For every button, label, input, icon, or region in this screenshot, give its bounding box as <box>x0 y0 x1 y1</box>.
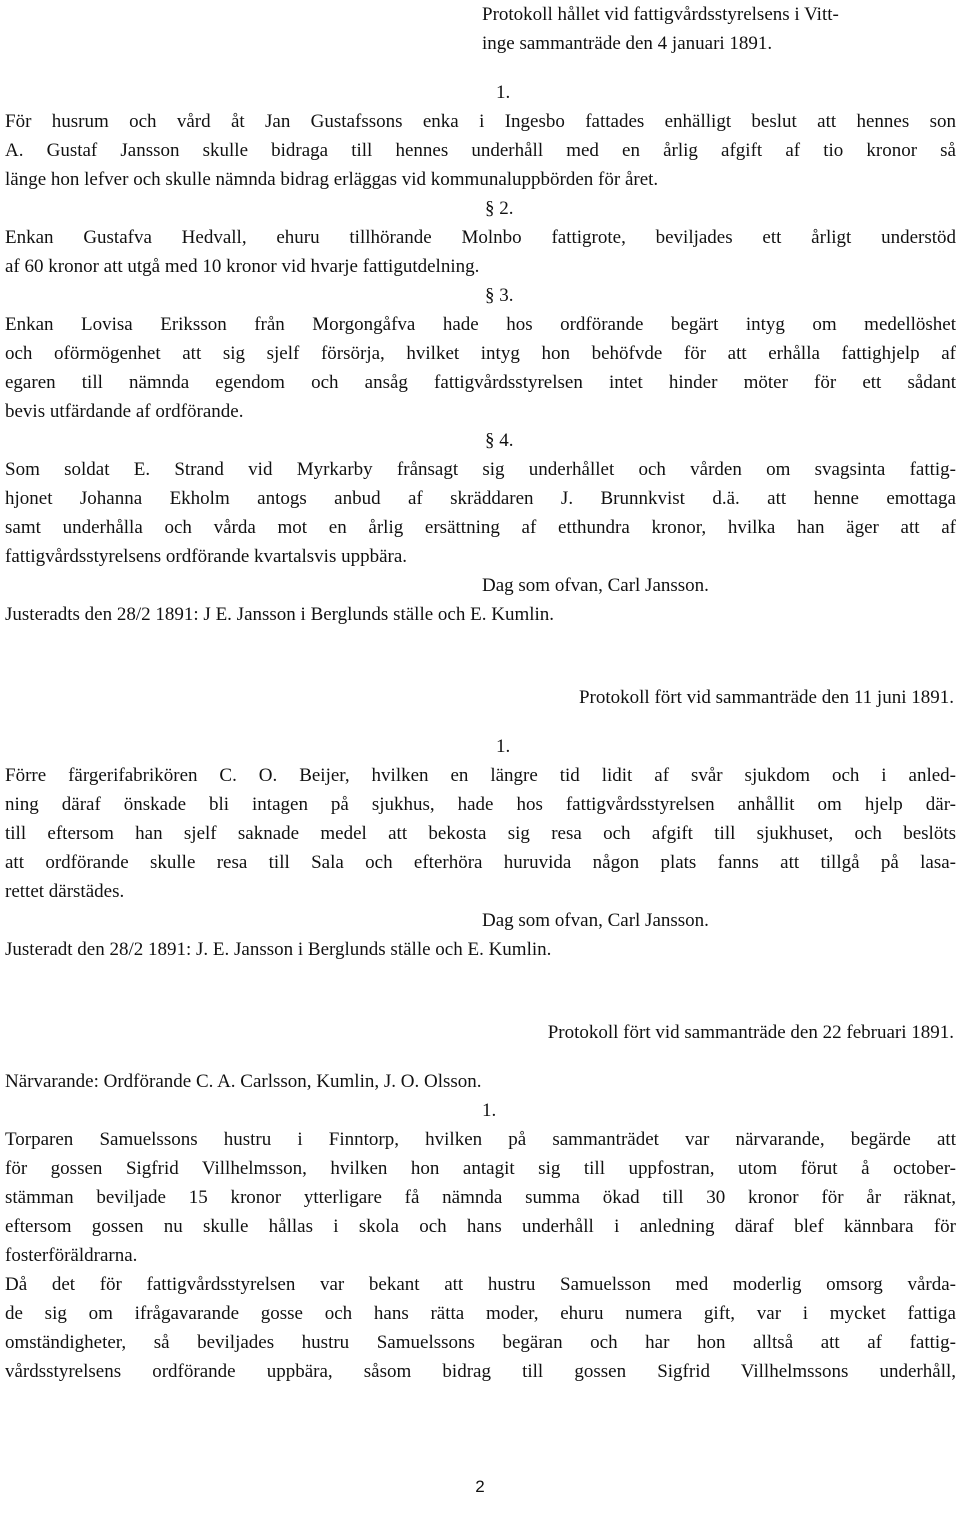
text-line: stämman beviljade 15 kronor ytterligare få nämnda summa ökad till 30 kronor för år räknat, <box>5 1187 956 1208</box>
text-line: fattigvårdsstyrelsens ordförande kvartalsvis uppbära. <box>5 546 408 567</box>
text-line: omständigheter, så beviljades hustru Samuelssons begäran och har hon alltså att af fattig- <box>5 1332 956 1353</box>
paragraph-number: 1. <box>496 82 511 103</box>
protocol-title-line-1: Protokoll hållet vid fattigvårdsstyrelsens i Vitt- <box>482 4 839 25</box>
text-line: bevis utfärdande af ordförande. <box>5 401 244 422</box>
protocol-title-line-2: inge sammanträde den 4 januari 1891. <box>482 33 773 54</box>
text-line: ning däraf önskade bli intagen på sjukhus, hade hos fattigvårdsstyrelsen anhållit om hjelp där- <box>5 794 956 815</box>
text-line: hjonet Johanna Ekholm antogs anbud af skräddaren J. Brunnkvist d.ä. att henne emottaga <box>5 488 956 509</box>
text-line: rettet därstädes. <box>5 881 125 902</box>
text-line: eftersom gossen nu skulle hållas i skola och hans underhåll i anledning däraf blef kännbara för <box>5 1216 956 1237</box>
text-line: Enkan Lovisa Eriksson från Morgongåfva hade hos ordförande begärt intyg om medellöshet <box>5 314 956 335</box>
page-number: 2 <box>475 1477 485 1496</box>
attendance-line: Närvarande: Ordförande C. A. Carlsson, Kumlin, J. O. Olsson. <box>5 1071 482 1092</box>
text-line: och oförmögenhet att sig sjelf försörja, hvilket intyg hon behöfvde för att erhålla fattighjelp af <box>5 343 956 364</box>
text-line: egaren till nämnda egendom och ansåg fattigvårdsstyrelsen intet hinder möter för ett sådant <box>5 372 956 393</box>
text-line: fosterföräldrarna. <box>5 1245 138 1266</box>
signature: Dag som ofvan, Carl Jansson. <box>482 575 709 596</box>
spacer <box>5 964 956 1018</box>
paragraph-number: 1. <box>482 1100 497 1121</box>
paragraph-number: § 4. <box>485 430 514 451</box>
text-line: vårdsstyrelsens ordförande uppbära, såsom bidrag till gossen Sigfrid Villhelmssons underhåll, <box>5 1361 956 1382</box>
justification-note: Justeradt den 28/2 1891: J. E. Jansson i Berglunds ställe och E. Kumlin. <box>5 939 552 960</box>
text-line: A. Gustaf Jansson skulle bidraga till hennes underhåll med en årlig afgift af tio kronor så <box>5 140 956 161</box>
text-line: för gossen Sigfrid Villhelmsson, hvilken hon antagit sig till uppfostran, utom förut å october- <box>5 1158 956 1179</box>
paragraph-number: § 3. <box>485 285 514 306</box>
paragraph-number: 1. <box>496 736 511 757</box>
text-line: Förre färgerifabrikören C. O. Beijer, hvilken en längre tid lidit af svår sjukdom och i anled- <box>5 765 956 786</box>
text-line: af 60 kronor att utgå med 10 kronor vid hvarje fattigutdelning. <box>5 256 480 277</box>
text-line: Torparen Samuelssons hustru i Finntorp, hvilken på sammanträdet var närvarande, begärde att <box>5 1129 956 1150</box>
text-line: För husrum och vård åt Jan Gustafssons enka i Ingesbo fattades enhälligt beslut att hennes son <box>5 111 956 132</box>
spacer <box>5 58 956 78</box>
paragraph-number: § 2. <box>485 198 514 219</box>
text-line: Enkan Gustafva Hedvall, ehuru tillhörande Molnbo fattigrote, beviljades ett årligt understöd <box>5 227 956 248</box>
document-page <box>5 0 956 1386</box>
text-line: Då det för fattigvårdsstyrelsen var bekant att hustru Samuelsson med moderlig omsorg vårda- <box>5 1274 956 1295</box>
protocol-title: Protokoll fört vid sammanträde den 22 februari 1891. <box>547 1022 954 1043</box>
spacer <box>5 1047 956 1067</box>
text-line: länge hon lefver och skulle nämnda bidrag erläggas vid kommunaluppbörden för året. <box>5 169 659 190</box>
text-line: till eftersom han sjelf saknade medel att bekosta sig resa och afgift till sjukhuset, och beslöts <box>5 823 956 844</box>
text-line: de sig om ifrågavarande gosse och hans rätta moder, ehuru numera gift, var i mycket fattiga <box>5 1303 956 1324</box>
justification-note: Justeradts den 28/2 1891: J E. Jansson i Berglunds ställe och E. Kumlin. <box>5 604 555 625</box>
signature: Dag som ofvan, Carl Jansson. <box>482 910 709 931</box>
protocol-title: Protokoll fört vid sammanträde den 11 juni 1891. <box>578 687 954 708</box>
text-line: samt underhålla och vårda mot en årlig ersättning af etthundra kronor, hvilka han äger att af <box>5 517 956 538</box>
text-line: Som soldat E. Strand vid Myrkarby frånsagt sig underhållet och vården om svagsinta fattig- <box>5 459 956 480</box>
spacer <box>5 712 956 732</box>
text-line: att ordförande skulle resa till Sala och efterhöra huruvida någon plats fanns att tillgå på lasa- <box>5 852 956 873</box>
spacer <box>5 629 956 683</box>
